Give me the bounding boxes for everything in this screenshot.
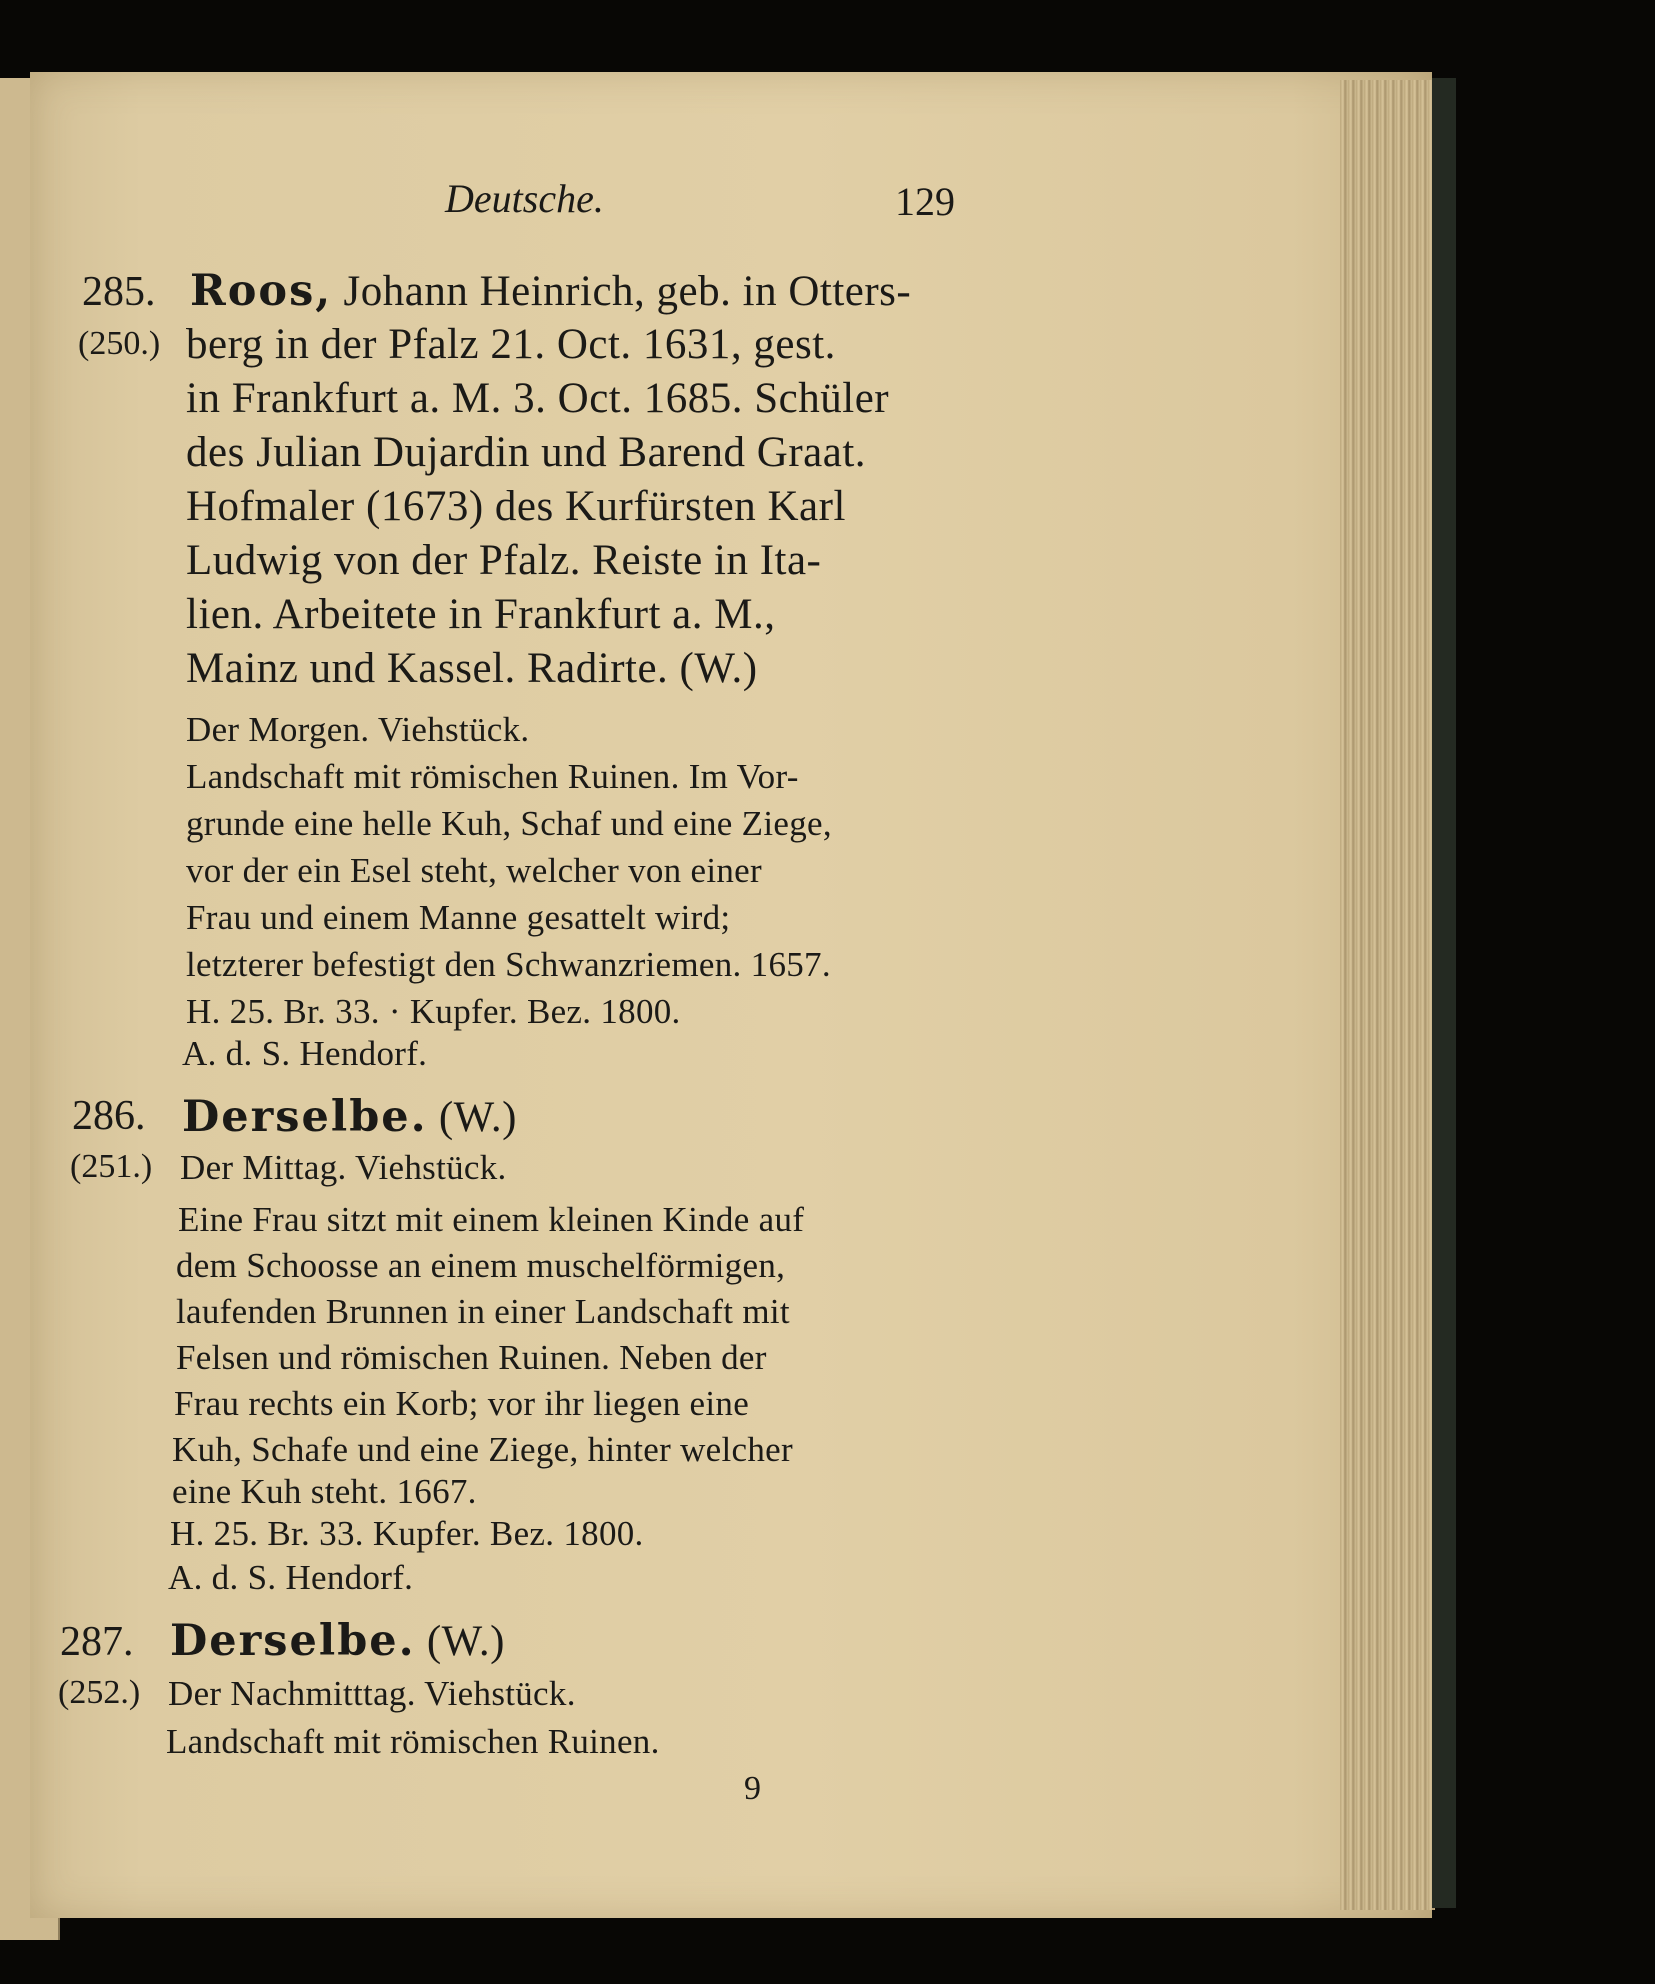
bio-line: des Julian Dujardin und Barend Graat. [186,429,867,476]
book-cover-edge [1432,78,1456,1908]
detail-line: dem Schoosse an einem muschelförmigen, [176,1246,786,1285]
page-number: 129 [895,179,955,224]
detail-line: Der Morgen. Viehstück. [186,710,530,749]
artist-name: Derselbe. [170,1616,416,1666]
entry-number: 285. [82,269,156,315]
detail-line: Der Nachmitttag. Viehstück. [168,1674,576,1713]
entry-old-number: (250.) [78,325,161,362]
bio-first-line: Johann Heinrich, geb. in Otters- [332,268,912,315]
detail-line: laufenden Brunnen in einer Landschaft mit [176,1292,790,1331]
detail-line: Der Mittag. Viehstück. [180,1148,507,1187]
detail-line: Frau und einem Manne gesattelt wird; [186,898,731,937]
detail-line: Frau rechts ein Korb; vor ihr liegen eine [174,1384,750,1423]
detail-line: H. 25. Br. 33. · Kupfer. Bez. 1800. [186,992,681,1031]
entry-number: 286. [72,1093,146,1139]
running-header-title: Deutsche. [445,176,604,221]
detail-line: Felsen und römischen Ruinen. Neben der [176,1338,767,1377]
entry-heading-line [182,1092,517,1142]
detail-line: Kuh, Schafe und eine Ziege, hinter welcher [172,1430,793,1469]
entry-marker: (W.) [415,1618,505,1665]
detail-line: H. 25. Br. 33. Kupfer. Bez. 1800. [170,1514,644,1553]
detail-line: eine Kuh steht. 1667. [172,1472,477,1511]
entry-old-number: (251.) [70,1148,153,1185]
detail-line: Eine Frau sitzt mit einem kleinen Kinde auf [178,1200,805,1239]
bio-line: in Frankfurt a. M. 3. Oct. 1685. Schüler [186,375,890,422]
detail-line: Landschaft mit römischen Ruinen. Im Vor- [186,757,799,796]
bio-line: Mainz und Kassel. Radirte. (W.) [186,645,758,692]
detail-line: Landschaft mit römischen Ruinen. [166,1722,660,1761]
bio-line: Ludwig von der Pfalz. Reiste in Ita- [186,537,822,584]
entry-heading-line [170,1616,505,1666]
artist-name: Roos, [190,266,333,316]
detail-line: A. d. S. Hendorf. [182,1034,428,1073]
entry-number: 287. [60,1619,134,1665]
bio-line: lien. Arbeitete in Frankfurt a. M., [186,591,776,638]
detail-line: grunde eine helle Kuh, Schaf und eine Ziege, [186,804,832,843]
signature-mark: 9 [744,1770,761,1807]
entry-marker: (W.) [427,1094,517,1141]
detail-line: vor der ein Esel steht, welcher von einer [186,851,762,890]
page-edges [1340,80,1435,1910]
detail-line: letzterer befestigt den Schwanzriemen. 1657. [186,945,831,984]
entry-old-number: (252.) [58,1674,141,1711]
entry-heading-line [190,266,911,316]
artist-name: Derselbe. [182,1092,428,1142]
bio-line: Hofmaler (1673) des Kurfürsten Karl [186,483,846,530]
bio-line: berg in der Pfalz 21. Oct. 1631, gest. [186,321,836,368]
detail-line: A. d. S. Hendorf. [168,1558,414,1597]
